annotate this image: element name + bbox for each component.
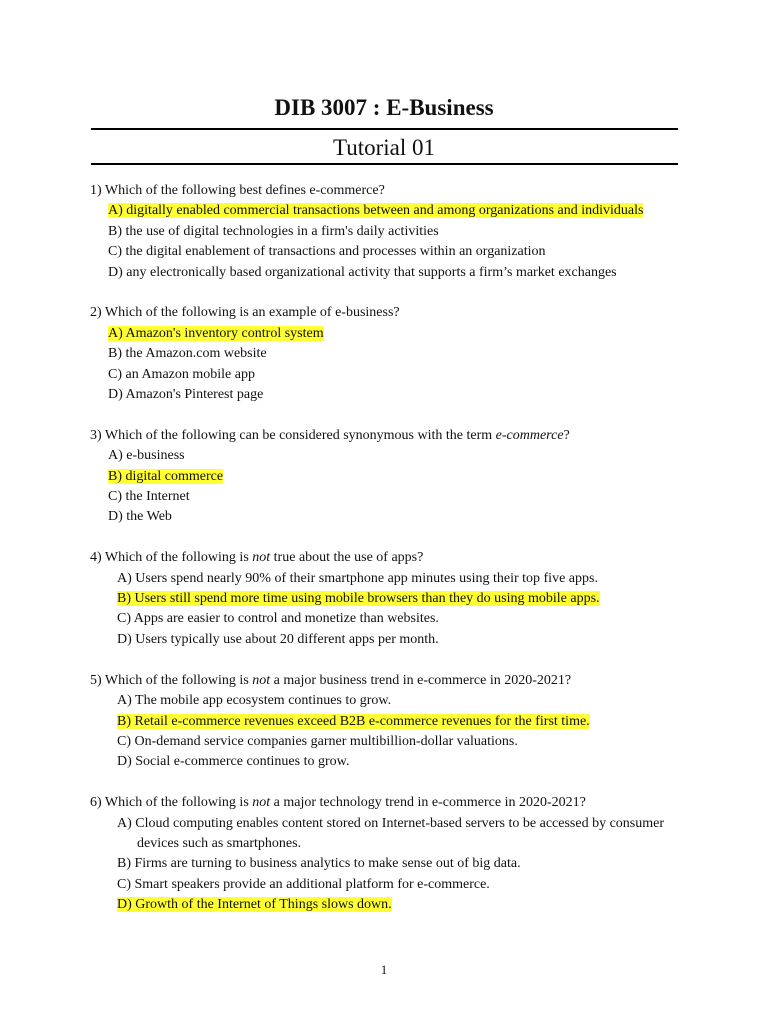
question-2	[90, 303, 690, 405]
answer-option: B) the use of digital technologies in a firm's daily activities	[108, 223, 439, 239]
answer-option: A) Cloud computing enables content stored on Internet-based servers to be accessed by consumer devices such as smartphones.	[117, 815, 664, 851]
answer-option: C) Smart speakers provide an additional platform for e-commerce.	[117, 876, 490, 892]
answer-option: A) Users spend nearly 90% of their smartphone app minutes using their top five apps.	[117, 570, 598, 586]
answer-option: B) Users still spend more time using mobile browsers than they do using mobile apps.	[117, 591, 600, 607]
question-6	[90, 793, 690, 915]
question-4	[90, 548, 690, 650]
answer-option: B) the Amazon.com website	[108, 346, 267, 362]
answer-option: C) the digital enablement of transactions and processes within an organization	[108, 244, 546, 260]
answer-option: D) the Web	[108, 509, 172, 525]
question-stem: 3) Which of the following can be considered synonymous with the term e-commerce?	[90, 427, 570, 443]
question-5	[90, 671, 690, 773]
answer-option: C) On-demand service companies garner multibillion-dollar valuations.	[117, 733, 518, 749]
question-stem: 2) Which of the following is an example of e-business?	[90, 305, 400, 321]
question-1	[90, 181, 690, 283]
answer-option: C) the Internet	[108, 489, 190, 505]
question-stem: 4) Which of the following is not true about the use of apps?	[90, 550, 424, 566]
answer-option: A) The mobile app ecosystem continues to grow.	[117, 693, 392, 709]
answer-option: C) Apps are easier to control and monetize than websites.	[117, 611, 439, 627]
answer-option: D) Growth of the Internet of Things slows down.	[117, 897, 392, 913]
answer-option: C) an Amazon mobile app	[108, 366, 255, 382]
question-stem: 1) Which of the following best defines e-commerce?	[90, 183, 385, 198]
answer-option: D) any electronically based organizational activity that supports a firm’s market exchanges	[108, 264, 617, 280]
answer-option: B) Firms are turning to business analytics to make sense out of big data.	[117, 856, 521, 872]
answer-option: D) Users typically use about 20 different apps per month.	[117, 631, 439, 647]
title-rule-top	[91, 128, 678, 130]
answer-option: B) digital commerce	[108, 468, 224, 484]
answer-option: A) Amazon's inventory control system	[108, 325, 324, 341]
question-stem: 5) Which of the following is not a major business trend in e-commerce in 2020-2021?	[90, 672, 572, 688]
document-subtitle: Tutorial 01	[332, 135, 436, 160]
answer-option: B) Retail e-commerce revenues exceed B2B e-commerce revenues for the first time.	[117, 713, 590, 729]
question-stem: 6) Which of the following is not a major technology trend in e-commerce in 2020-2021?	[90, 795, 586, 811]
answer-option: A) e-business	[108, 448, 185, 464]
title-rule-bottom	[91, 163, 678, 165]
document-title: DIB 3007 : E-Business	[274, 95, 494, 120]
answer-option: D) Amazon's Pinterest page	[108, 387, 264, 403]
answer-option: D) Social e-commerce continues to grow.	[117, 754, 350, 770]
question-list	[90, 181, 690, 936]
question-3	[90, 426, 690, 528]
answer-option: A) digitally enabled commercial transactions between and among organizations and individuals	[108, 203, 644, 219]
page-number: 1	[380, 962, 388, 977]
